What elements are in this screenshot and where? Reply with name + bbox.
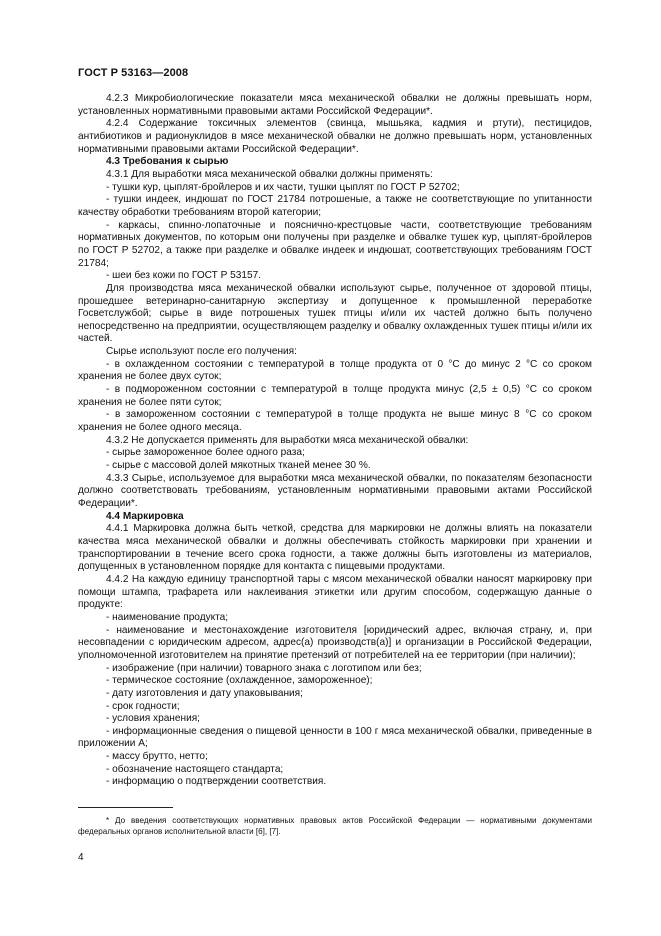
list-item: - в охлажденном состоянии с температурой в толще продукта от 0 °С до минус 2 °С со сроком хранения не более двух суток;: [78, 358, 592, 383]
paragraph: 4.4.2 На каждую единицу транспортной тары с мясом механической обвалки наносят маркировку при помощи штампа, трафарета или наклеивания этикетки или другим способом, содержащую данные о продукте:: [78, 573, 592, 611]
list-item: - массу брутто, нетто;: [106, 751, 208, 763]
list-item: - изображение (при наличии) товарного знака с логотипом или без;: [106, 662, 422, 674]
list-item: - шеи без кожи по ГОСТ Р 53157.: [106, 270, 262, 282]
footnote: * До введения соответствующих нормативных правовых актов Российской Федерации — нормативными документами федеральных органов исполнительной власти [6], [7].: [78, 816, 592, 836]
paragraph: 4.3.2 Не допускается применять для выработки мяса механической обвалки:: [106, 434, 469, 446]
list-item: - тушки кур, цыплят-бройлеров и их части, тушки цыплят по ГОСТ Р 52702;: [106, 181, 460, 193]
document-body: [78, 93, 592, 789]
document-header: ГОСТ Р 53163—2008: [78, 67, 189, 79]
list-item: - в замороженном состоянии с температурой в толще продукта не выше минус 8 °С со сроком хранения не более одного месяца.: [78, 409, 592, 434]
list-item: - сырье замороженное более одного раза;: [106, 447, 305, 459]
paragraph: 4.2.3 Микробиологические показатели мяса механической обвалки не должны превышать норм, установленных нормативными правовыми актами Российской Федерации*.: [78, 93, 592, 117]
paragraph: 4.2.4 Содержание токсичных элементов (свинца, мышьяка, кадмия и ртути), пестицидов, антибиотиков и радионуклидов в мясе механической обвалки не должно превышать норм, установленных нормативными правовыми актами Российской Федерации*.: [78, 118, 592, 155]
list-item: - в подмороженном состоянии с температурой в толще продукта минус (2,5 ± 0,5) °С со сроком хранения не более пяти суток;: [78, 384, 592, 408]
paragraph: 4.3.1 Для выработки мяса механической обвалки должны применять:: [106, 168, 433, 180]
list-item: - дату изготовления и дату упаковывания;: [106, 687, 303, 699]
section-heading: 4.4 Маркировка: [106, 510, 184, 522]
list-item: - информацию о подтверждении соответствия.: [106, 776, 327, 788]
section-heading: 4.3 Требования к сырью: [106, 156, 229, 168]
list-item: - тушки индеек, индюшат по ГОСТ 21784 потрошеные, а также не соответствующие по упитанности качеству обработки требованиям второй категории;: [78, 194, 592, 218]
paragraph: 4.3.3 Сырье, используемое для выработки мяса механической обвалки, по показателям безопасности должно соответствовать требованиям, установленным нормативными правовыми актами Российской Федерации*.: [78, 472, 592, 509]
paragraph: Для производства мяса механической обвалки используют сырье, полученное от здоровой птицы, прошедшее ветеринарно-санитарную экспертизу и допущенное к промышленной переработке Госветслужбой; сырье в виде потрошеных тушек птицы и/или их частей должно быть получено непосредственно на предприятии, осуществляющем разделку и обвалку охлажденных тушек птицы и/или их частей.: [78, 282, 592, 345]
paragraph: 4.4.1 Маркировка должна быть четкой, средства для маркировки не должны влиять на показатели качества мяса механической обвалки и должны обеспечивать стойкость маркировки при хранении и транспортировании в течение всего срока годности, а также должны быть изготовлены из материалов, допущенных в установленном порядке для контакта с пищевыми продуктами.: [78, 523, 592, 573]
list-item: - наименование продукта;: [106, 611, 229, 623]
page-number: 4: [78, 852, 84, 863]
list-item: - каркасы, спинно-лопаточные и пояснично-крестцовые части, соответствующие требованиям нормативных документов, по которым они получены при разделке и обвалке тушек кур, цыплят-бройлеров по ГОСТ Р 52702, а также при разделке и обвалке индеек и индюшат, соответствующих требованиям ГОСТ 21784;: [78, 219, 592, 269]
list-item: - обозначение настоящего стандарта;: [106, 763, 284, 775]
list-item: - срок годности;: [106, 700, 180, 712]
list-item: - сырье с массовой долей мякотных тканей менее 30 %.: [106, 460, 371, 472]
list-item: - информационные сведения о пищевой ценности в 100 г мяса механической обвалки, приведенные в приложении А;: [78, 725, 592, 750]
footnote-divider: [78, 807, 173, 808]
list-item: - условия хранения;: [106, 713, 200, 725]
list-item: - наименование и местонахождение изготовителя [юридический адрес, включая страну, и, при несовпадении с юридическим адресом, адрес(а) производств(а)] и организации в Российской Федерации, уполномоченной изготовителем на принятие претензий от потребителей на ее территории (при наличии);: [78, 624, 592, 661]
list-item: - термическое состояние (охлажденное, замороженное);: [106, 675, 373, 687]
paragraph: Сырье используют после его получения:: [106, 346, 297, 358]
